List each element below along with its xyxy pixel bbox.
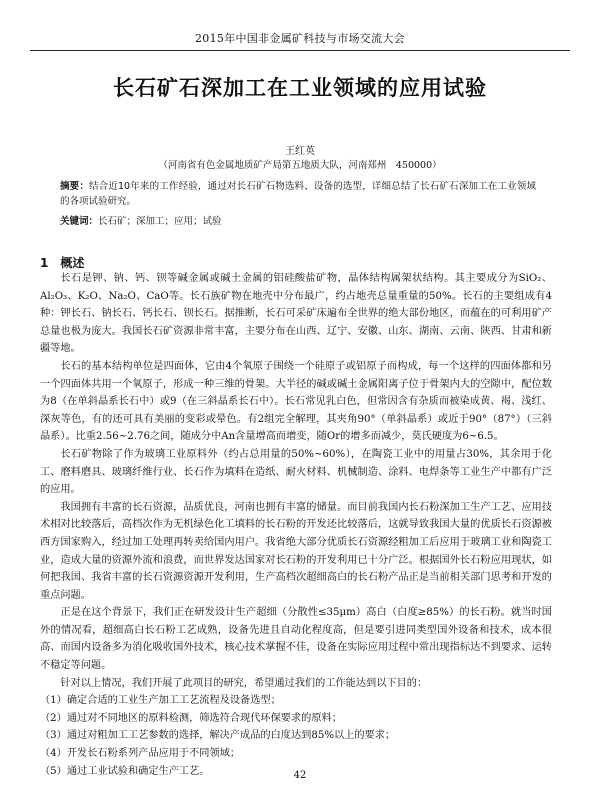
list-item: （3）通过对粗加工工艺参数的选择，解决产成品的白度达到85%以上的要求； (40, 730, 396, 742)
page-number: 42 (293, 770, 307, 781)
section-body (40, 270, 552, 780)
list-item: （5）通过工业试验和确定生产工艺。 (40, 765, 210, 777)
keywords-label: 关键词： (60, 216, 99, 227)
body-paragraph: 长石矿物除了作为玻璃工业原料外（约占总用量的50%~60%），在陶瓷工业中的用量占30%，其余用于化工、磨料磨具、玻璃纤维行业、长石作为填料在造纸、耐火材料、机械制造、涂料、电焊条等工业生产中都有广泛的应用。 (40, 448, 552, 496)
keywords-text: 长石矿；深加工；应用；试验 (98, 216, 222, 227)
body-paragraph: 针对以上情况，我们开展了此项目的研究，希望通过我们的工作能达到以下目的： (60, 677, 428, 689)
list-item: （1）确定合适的工业生产加工工艺流程及设备选型； (40, 695, 281, 707)
body-paragraph: 我国拥有丰富的长石资源，品质优良，河南也拥有丰富的储量。而目前我国内长石粉深加工生产工艺、应用技术相对比较落后，高档次作为无机绿色化工填料的长石粉的开发还比较落后，这就导致我国大量的优质长石资源被西方国家购入，经过加工处理再转卖给国内用户。我省绝大部分优质长石资源经粗加工后应用于玻璃工业和陶瓷工业，造成大量的资源外流和浪费，而世界发达国家对长石粉的开发利用已十分广泛。根据国外长石粉应用现状，如何把我国、我省丰富的长石资源资源开发利用，生产高档次超细高白的长石粉产品正是当前相关部门思考和开发的重点问题。 (40, 501, 552, 601)
paper-title: 长石矿石深加工在工业领域的应用试验 (113, 76, 487, 100)
body-paragraph: 正是在这个背景下，我们正在研发设计生产超细（分散性≤35μm）高白（白度≥85%）的长石粉。就当时国外的情况看，超细高白长石粉工艺成熟，设备先进且自动化程度高，但是要引进同类型国外设备和技术，成本很高、而国内设备多为消化吸收国外技术，核心技术掌握不佳，设备在实际应用过程中常出现指标达不到要求、运转不稳定等问题。 (40, 607, 552, 672)
abstract-text: 结合近10年来的工作经验，通过对长石矿石物选料、设备的选型，详细总结了长石矿石深加工在工业领域的各项试验研究。 (60, 181, 536, 207)
body-paragraph: 长石是钾、钠、钙、钡等碱金属或碱土金属的铝硅酸盐矿物，晶体结构属架状结构。其主要成分为SiO₂、Al₂O₃、K₂O、Na₂O、CaO等。长石族矿物在地壳中分布最广，约占地壳总量重量的50%。长石的主要组成有4种：钾长石、钠长石、钙长石、钡长石。据推断，长石可采矿床遍布全世界的绝大部份地区，而蕴在的可利用矿产总量也极为庞大。我国长石矿资源非常丰富，主要分布在山西、辽宁、安徽、山东、湖南、云南、陕西、甘肃和新疆等地。 (40, 273, 552, 355)
author-affiliation: （河南省有色金属地质矿产局第五地质大队，河南郑州 450000） (158, 160, 442, 171)
running-header: 2015年中国非金属矿科技与市场交流大会 (195, 32, 405, 45)
abstract-label: 摘要： (60, 181, 89, 192)
abstract (60, 179, 536, 209)
keywords (60, 213, 536, 227)
section-heading: 1 概述 (40, 256, 85, 270)
body-paragraph: 长石的基本结构单位是四面体，它由4个氧原子围绕一个硅原子或铝原子而构成，每一个这样的四面体都和另一个四面体共用一个氧原子，形成一种三维的骨架。大半径的碱或碱土金属阳离子位于骨架内大的空隙中，配位数为8（在单斜晶系长石中）或9（在三斜晶系长石中）。长石常见乳白色，但常因含有杂质而被染成黄、褐、浅红、深灰等色，有的还可具有美丽的变彩或晕色。有2组完全解理，其夹角90°（单斜晶系）或近于90°（87°）（三斜晶系）。比重2.56~2.76之间，随成分中An含量增高而增变，随Or的增多而减少，莫氏硬度为6~6.5。 (40, 360, 552, 443)
header-rule (30, 50, 570, 51)
list-item: （4）开发长石粉系列产品应用于不同领域； (40, 748, 241, 760)
author-name: 王红英 (285, 146, 315, 157)
list-item: （2）通过对不同地区的原料检测，筛选符合现代环保要求的原料； (40, 712, 342, 724)
